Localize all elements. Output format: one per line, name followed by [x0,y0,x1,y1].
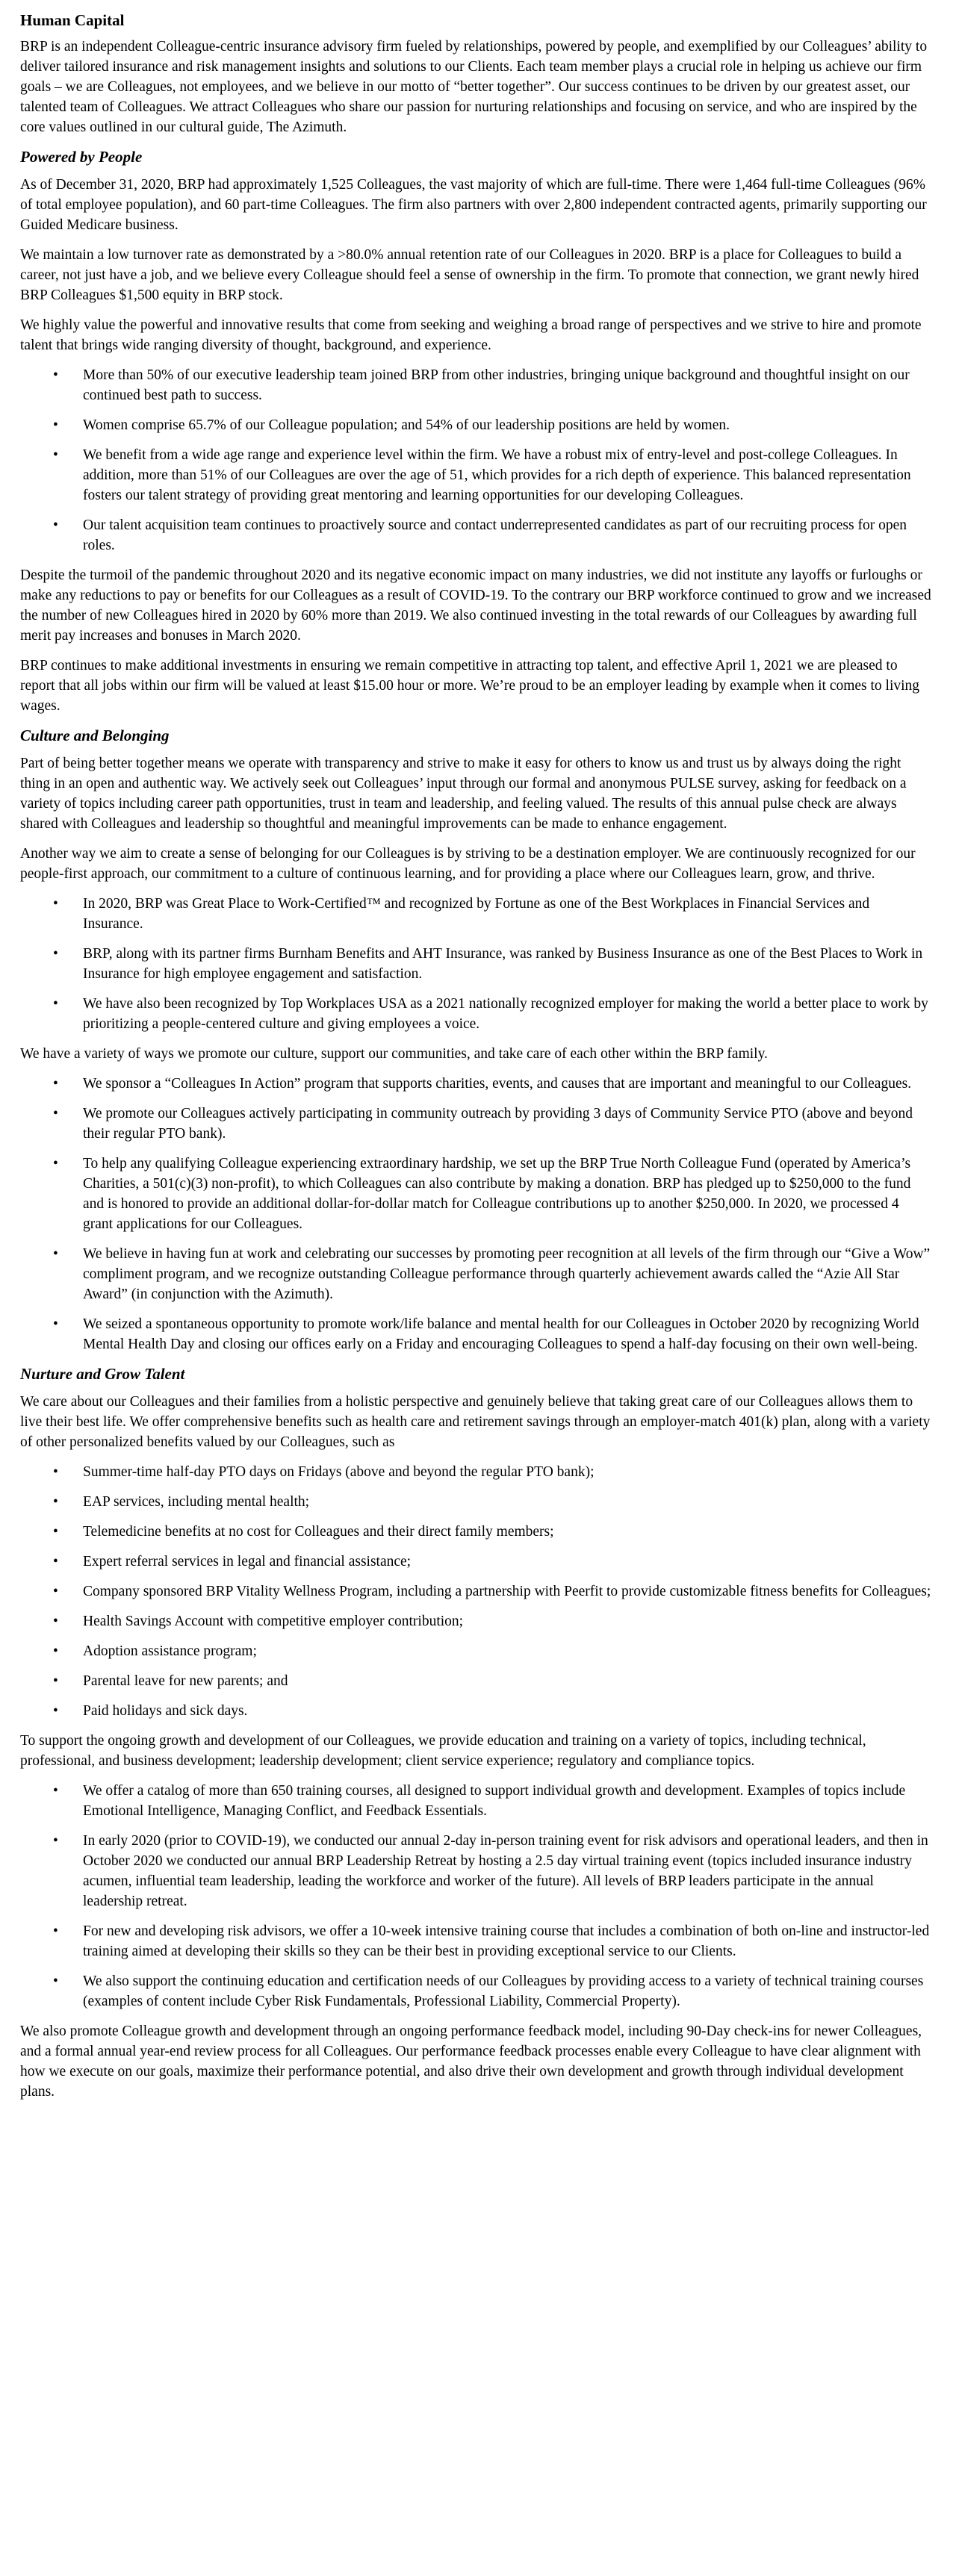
bullet-item: • We believe in having fun at work and celebrating our successes by promoting peer recognition at all levels of the firm through our “Give a Wow” compliment program, and we recognize outstanding Colleague performance through quarterly achievement awards called the “Azie All Star Award” (in conjunction with the Azimuth). [20,1244,932,1304]
bullet-item: • Summer-time half-day PTO days on Fridays (above and beyond the regular PTO bank); [20,1462,932,1482]
bullet-item: • Women comprise 65.7% of our Colleague population; and 54% of our leadership positions are held by women. [20,415,932,435]
intro-paragraph: BRP is an independent Colleague-centric insurance advisory firm fueled by relationships, powered by people, and exemplified by our Colleagues’ ability to deliver tailored insurance and risk management insights and solutions to our Clients. Each team member plays a crucial role in helping us achieve our firm goals – we are Colleagues, not employees, and we believe in our motto of “better together”. Our success continues to be driven by our greatest asset, our talented team of Colleagues. We attract Colleagues who share our passion for nurturing relationships and focusing on service, and who are inspired by the core values outlined in our cultural guide, The Azimuth. [20,39,928,135]
bullet-item: • Health Savings Account with competitive employer contribution; [20,1611,932,1631]
paragraph: We also promote Colleague growth and development through an ongoing performance feedback model, including 90-Day check-ins for newer Colleagues, and a formal annual year-end review process for all Colleagues. Our performance feedback processes enable every Colleague to have clear alignment with how we execute on our goals, maximize their performance potential, and also drive their own development and growth through individual development plans. [20,2023,922,2100]
bullet-item: • Adoption assistance program; [20,1641,932,1661]
section-heading-culture-and-belonging: Culture and Belonging [20,727,170,744]
section-heading-nurture-and-grow-talent: Nurture and Grow Talent [20,1365,185,1383]
section-heading-powered-by-people: Powered by People [20,148,143,166]
paragraph: To support the ongoing growth and development of our Colleagues, we provide education and training on a variety of topics, including technical, professional, and business development; leadership development; client service experience; regulatory and compliance topics. [20,1733,866,1769]
bullet-item: • We also support the continuing education and certification needs of our Colleagues by providing access to a variety of technical training courses (examples of content include Cyber Risk Fundamentals, Professional Liability, Commercial Property). [20,1971,932,2012]
bullet-list [20,365,932,556]
bullet-item: • Parental leave for new parents; and [20,1671,932,1691]
bullet-list [20,1074,932,1354]
bullet-item: • Our talent acquisition team continues to proactively source and contact underrepresented candidates as part of our recruiting process for open roles. [20,515,932,556]
bullet-item: • Telemedicine benefits at no cost for Colleagues and their direct family members; [20,1522,932,1542]
bullet-item: • For new and developing risk advisors, we offer a 10-week intensive training course that includes a combination of both on-line and instructor-led training aimed at developing their skills so they can be their best in providing exceptional service to our Clients. [20,1921,932,1961]
paragraph: We maintain a low turnover rate as demonstrated by a >80.0% annual retention rate of our Colleagues in 2020. BRP is a place for Colleagues to build a career, not just have a job, and we believe every Colleague should feel a sense of ownership in the firm. To promote that connection, we grant newly hired BRP Colleagues $1,500 equity in BRP stock. [20,247,919,303]
paragraph: We have a variety of ways we promote our culture, support our communities, and take care of each other within the BRP family. [20,1046,768,1062]
paragraph: Part of being better together means we operate with transparency and strive to make it easy for others to know us and trust us by always doing the right thing in an open and authentic way. We actively seek out Colleagues’ input through our formal and anonymous PULSE survey, asking for feedback on a variety of topics including career path opportunities, trust in team and leadership, and feeling valued. The results of this annual pulse check are always shared with Colleagues and leadership so thoughtful and meaningful improvements can be made to enhance engagement. [20,756,907,832]
bullet-list [20,894,932,1034]
bullet-item: • More than 50% of our executive leadership team joined BRP from other industries, bringing unique background and thoughtful insight on our continued best path to success. [20,365,932,405]
bullet-item: • We benefit from a wide age range and experience level within the firm. We have a robust mix of entry-level and post-college Colleagues. In addition, more than 51% of our Colleagues are over the age of 51, which provides for a rich depth of experience. This balanced representation fosters our talent strategy of providing great mentoring and learning opportunities for our developing Colleagues. [20,445,932,505]
paragraph: We highly value the powerful and innovative results that come from seeking and weighing a broad range of perspectives and we strive to hire and promote talent that brings wide ranging diversity of thought, background, and experience. [20,317,922,353]
paragraph: Another way we aim to create a sense of belonging for our Colleagues is by striving to be a destination employer. We are continuously recognized for our people-first approach, our commitment to a culture of continuous learning, and for providing a place where our Colleagues learn, grow, and thrive. [20,846,916,882]
page-title: Human Capital [20,11,125,29]
bullet-item: • We have also been recognized by Top Workplaces USA as a 2021 nationally recognized employer for making the world a better place to work by prioritizing a people-centered culture and giving employees a voice. [20,994,932,1034]
paragraph: Despite the turmoil of the pandemic throughout 2020 and its negative economic impact on many industries, we did not institute any layoffs or furloughs or make any reductions to pay or benefits for our Colleagues as a result of COVID-19. To the contrary our BRP workforce continued to grow and we increased the number of new Colleagues hired in 2020 by 60% more than 2019. We also continued investing in the total rewards of our Colleagues by awarding full merit pay increases and bonuses in March 2020. [20,567,931,644]
paragraph: BRP continues to make additional investments in ensuring we remain competitive in attracting top talent, and effective April 1, 2021 we are pleased to report that all jobs within our firm will be valued at least $15.00 hour or more. We’re proud to be an employer leading by example when it comes to living wages. [20,658,920,714]
bullet-list [20,1781,932,2012]
bullet-item: • EAP services, including mental health; [20,1492,932,1512]
bullet-item: • BRP, along with its partner firms Burnham Benefits and AHT Insurance, was ranked by Business Insurance as one of the Best Places to Work in Insurance for high employee engagement and satisfaction. [20,944,932,984]
bullet-item: • We seized a spontaneous opportunity to promote work/life balance and mental health for our Colleagues in October 2020 by recognizing World Mental Health Day and closing our offices early on a Friday and encouraging Colleagues to spend a half-day focusing on their own well-being. [20,1314,932,1354]
bullet-item: • We promote our Colleagues actively participating in community outreach by providing 3 days of Community Service PTO (above and beyond their regular PTO bank). [20,1104,932,1144]
bullet-item: • To help any qualifying Colleague experiencing extraordinary hardship, we set up the BRP True North Colleague Fund (operated by America’s Charities, a 501(c)(3) non-profit), to which Colleagues can also contribute by making a donation. BRP has pledged up to $250,000 to the fund and is honored to provide an additional dollar-for-dollar match for Colleague contributions up to another $250,000. In 2020, we processed 4 grant applications for our Colleagues. [20,1154,932,1234]
bullet-item: • We offer a catalog of more than 650 training courses, all designed to support individual growth and development. Examples of topics include Emotional Intelligence, Managing Conflict, and Feedback Essentials. [20,1781,932,1821]
bullet-list [20,1462,932,1721]
bullet-item: • In 2020, BRP was Great Place to Work-Certified™ and recognized by Fortune as one of the Best Workplaces in Financial Services and Insurance. [20,894,932,934]
paragraph: As of December 31, 2020, BRP had approximately 1,525 Colleagues, the vast majority of which are full-time. There were 1,464 full-time Colleagues (96% of total employee population), and 60 part-time Colleagues. The firm also partners with over 2,800 independent contracted agents, primarily supporting our Guided Medicare business. [20,177,927,233]
paragraph: We care about our Colleagues and their families from a holistic perspective and genuinely believe that taking great care of our Colleagues allows them to live their best life. We offer comprehensive benefits such as health care and retirement savings through an employer-match 401(k) plan, along with a variety of other personalized benefits valued by our Colleagues, such as [20,1394,931,1450]
bullet-item: • In early 2020 (prior to COVID-19), we conducted our annual 2-day in-person training event for risk advisors and operational leaders, and then in October 2020 we conducted our annual BRP Leadership Retreat by hosting a 2.5 day virtual training event (topics included insurance industry acumen, influential team leadership, leading the workforce and worker of the future). All levels of BRP leaders participate in the annual leadership retreat. [20,1831,932,1911]
bullet-item: • Company sponsored BRP Vitality Wellness Program, including a partnership with Peerfit to provide customizable fitness benefits for Colleagues; [20,1581,932,1602]
bullet-item: • We sponsor a “Colleagues In Action” program that supports charities, events, and causes that are important and meaningful to our Colleagues. [20,1074,932,1094]
bullet-item: • Expert referral services in legal and financial assistance; [20,1552,932,1572]
bullet-item: • Paid holidays and sick days. [20,1701,932,1721]
